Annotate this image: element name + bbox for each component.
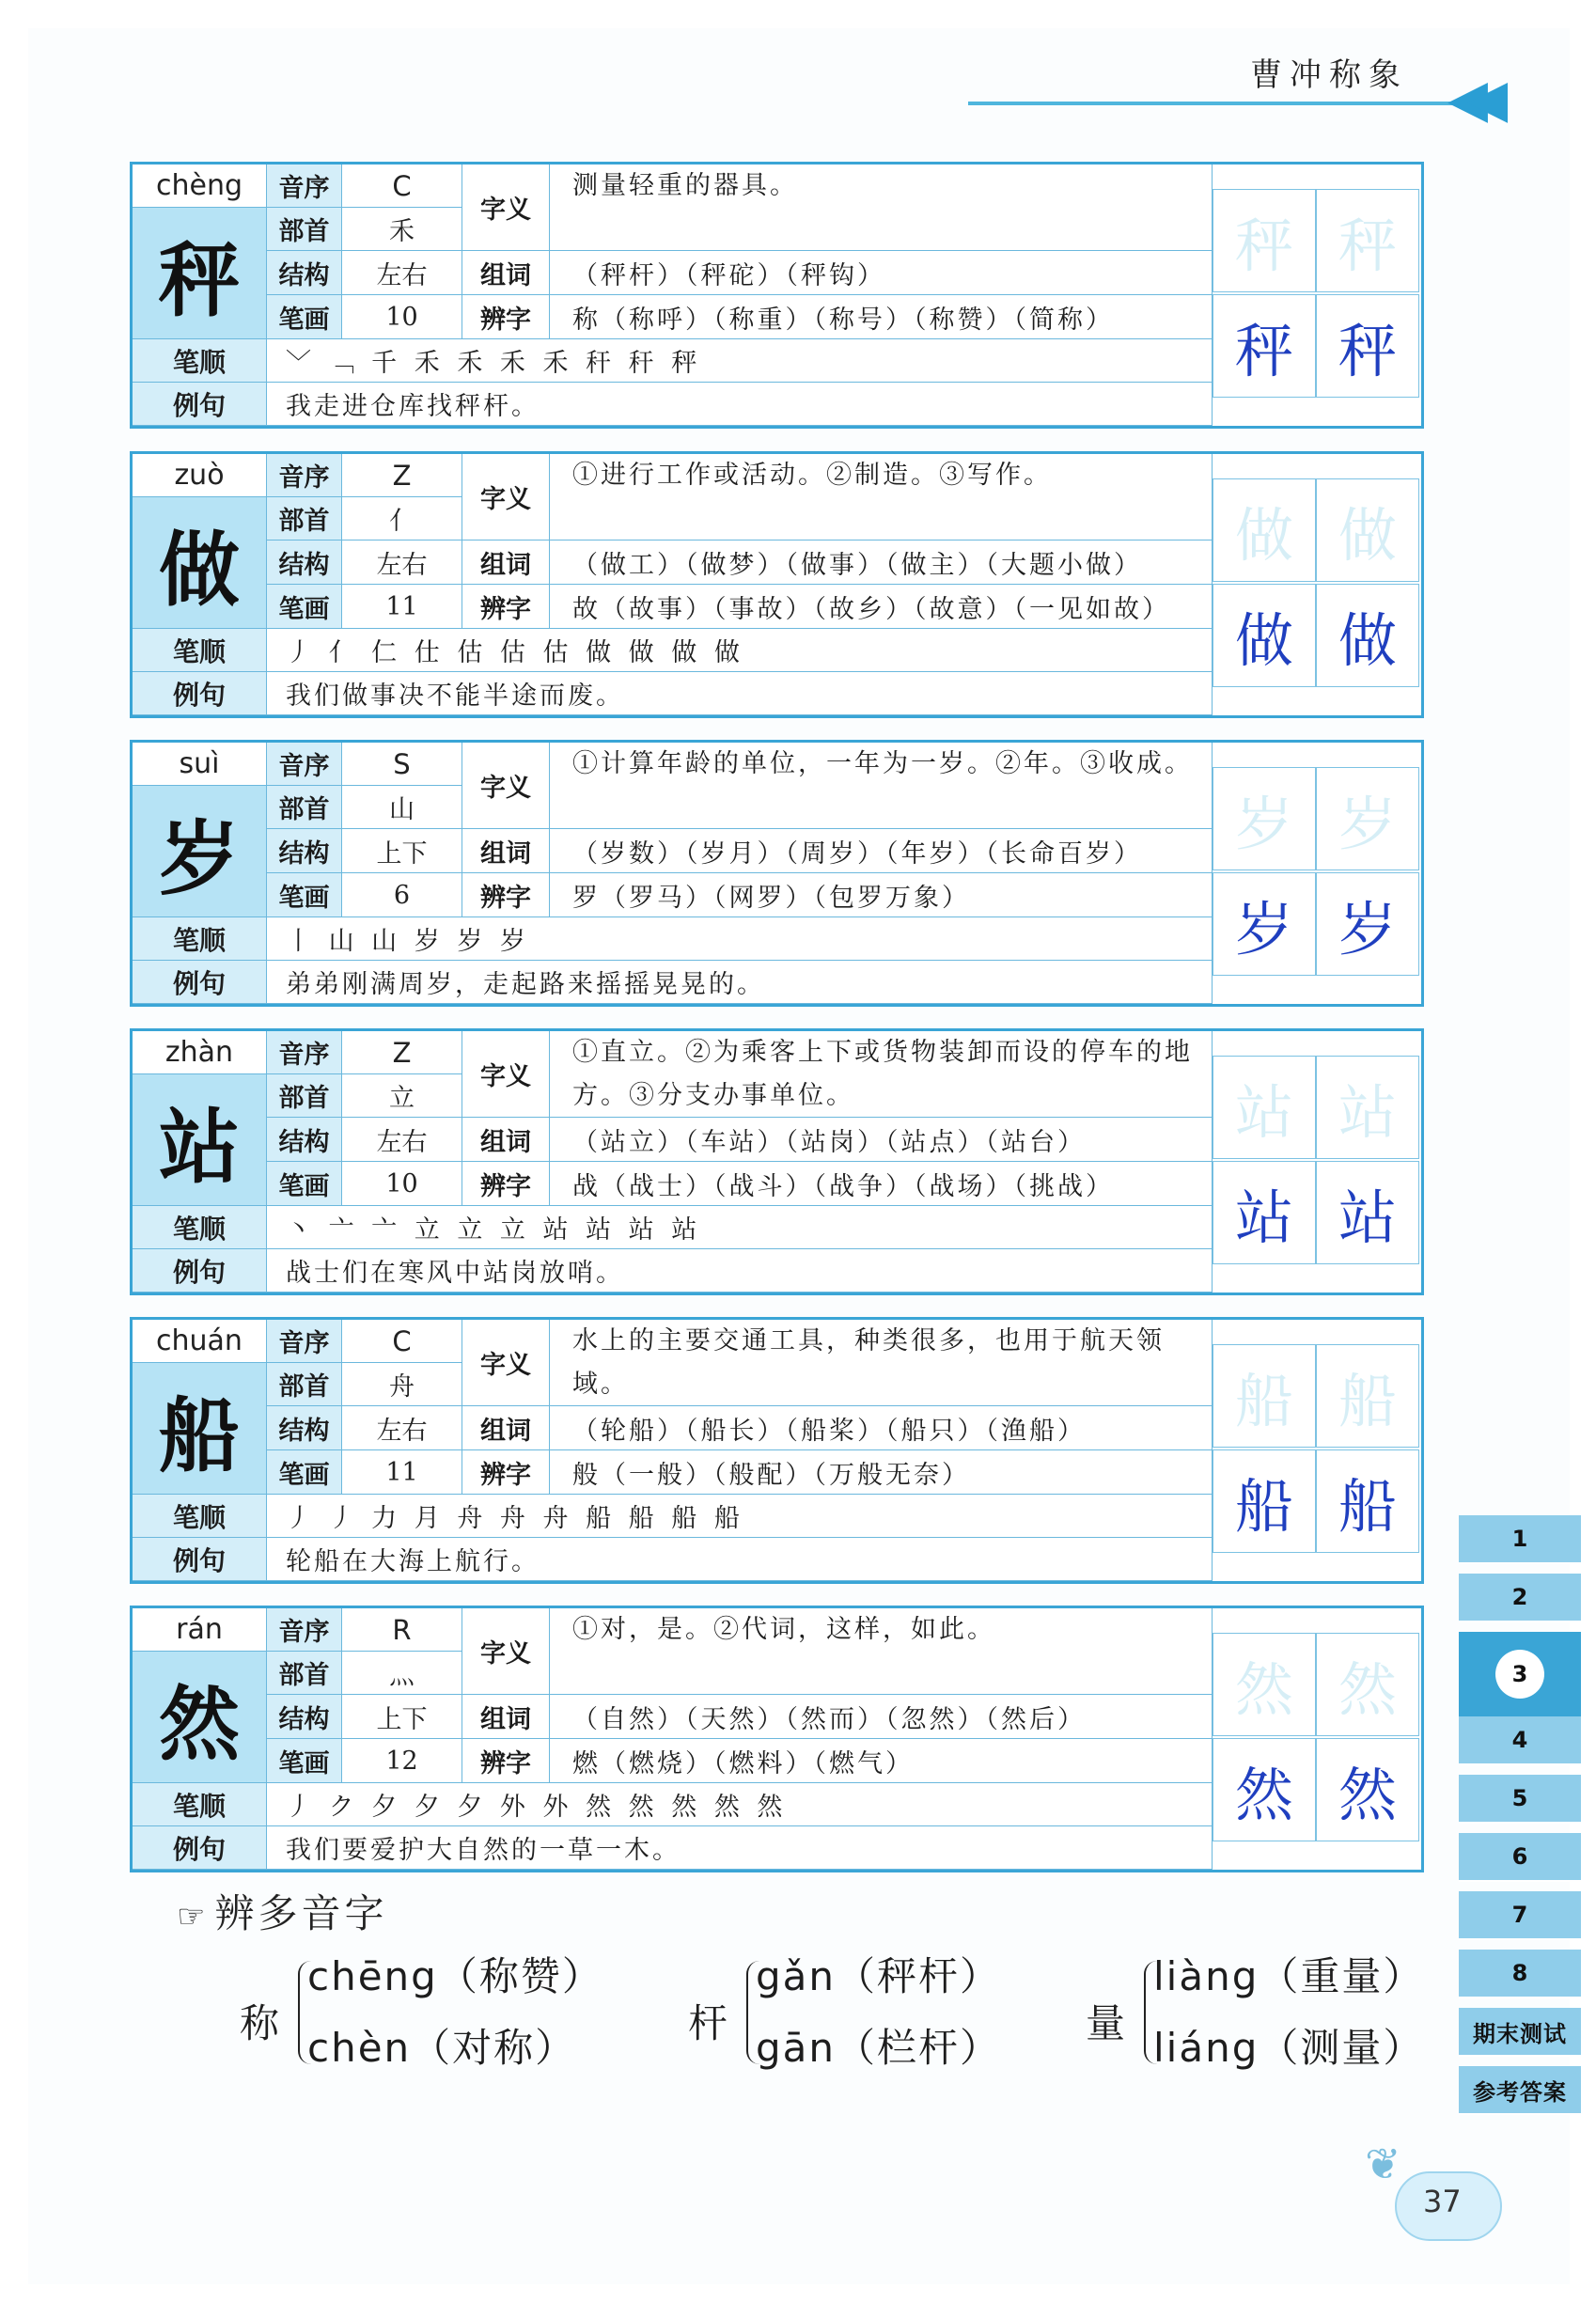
word-list: （秤杆）（秤砣）（秤钩） [550, 251, 1213, 295]
label-yinxu: 音序 [267, 1320, 342, 1363]
label-zuci: 组词 [462, 829, 550, 873]
word-list: （做工）（做梦）（做事）（做主）（大题小做） [550, 540, 1213, 585]
practice-box[interactable]: 然 [1316, 1738, 1419, 1841]
label-bushou: 部首 [267, 1074, 342, 1118]
label-jiegou: 结构 [267, 251, 342, 295]
label-yinxu: 音序 [267, 164, 342, 208]
label-yinxu: 音序 [267, 454, 342, 497]
structure-value: 左右 [342, 540, 462, 585]
trace-box[interactable]: 站 [1316, 1056, 1419, 1159]
stroke-order: 丿 ク 夕 夕 夕 外 外 然 然 然 然 然 [267, 1783, 1213, 1826]
example-sentence: 我走进仓库找秤杆。 [267, 383, 1213, 426]
label-liju: 例句 [133, 961, 267, 1004]
character-card [130, 1606, 1424, 1872]
label-bianzi: 辨字 [462, 873, 550, 917]
character-large: 船 [133, 1363, 267, 1495]
practice-area [1213, 1031, 1421, 1292]
example-sentence: 战士们在寒风中站岗放哨。 [267, 1249, 1213, 1292]
practice-area [1213, 164, 1421, 426]
stroke-count: 10 [342, 1162, 462, 1206]
stroke-count: 11 [342, 585, 462, 629]
meaning-text: ①进行工作或活动。②制造。③写作。 [550, 454, 1213, 540]
label-zuci: 组词 [462, 251, 550, 295]
word-list: （站立）（车站）（站岗）（站点）（站台） [550, 1118, 1213, 1162]
radical-value: 禾 [342, 208, 462, 251]
practice-box[interactable]: 岁 [1316, 872, 1419, 976]
stroke-order: 丿 丿 力 月 舟 舟 舟 船 船 船 船 [267, 1495, 1213, 1538]
practice-box[interactable]: 做 [1213, 584, 1316, 687]
meaning-text: ①对，是。②代词，这样，如此。 [550, 1608, 1213, 1695]
polyphone-char: 量 [1086, 2000, 1126, 2046]
label-liju: 例句 [133, 1538, 267, 1581]
unit-tab[interactable]: 1 [1459, 1515, 1581, 1564]
trace-box[interactable]: 然 [1213, 1633, 1316, 1736]
character-card [130, 740, 1424, 1007]
practice-area [1213, 1320, 1421, 1581]
polyphone-heading [177, 1883, 388, 1939]
radical-value: 立 [342, 1074, 462, 1118]
label-bushou: 部首 [267, 786, 342, 829]
label-bihua: 笔画 [267, 585, 342, 629]
meaning-text: ①直立。②为乘客上下或货物装卸而设的停车的地方。③分支办事单位。 [550, 1031, 1213, 1118]
word-list: （轮船）（船长）（船桨）（船只）（渔船） [550, 1406, 1213, 1450]
header-rule [968, 102, 1457, 105]
label-bihua: 笔画 [267, 1162, 342, 1206]
label-jiegou: 结构 [267, 1695, 342, 1739]
double-arrow-icon: ◀◀ [1447, 69, 1488, 130]
polyphone-group [688, 1953, 1139, 2071]
label-bihua: 笔画 [267, 295, 342, 339]
polyphone-reading: chēng（称赞） [307, 1953, 603, 1999]
card-grid [133, 1031, 1213, 1292]
tab-label: 3 [1495, 1650, 1544, 1699]
label-bihua: 笔画 [267, 873, 342, 917]
label-jiegou: 结构 [267, 829, 342, 873]
unit-tab[interactable]: 2 [1459, 1574, 1581, 1622]
label-ziyi: 字义 [462, 743, 550, 829]
label-bushou: 部首 [267, 208, 342, 251]
trace-box[interactable]: 岁 [1316, 767, 1419, 870]
label-bushou: 部首 [267, 1652, 342, 1695]
label-bianzi: 辨字 [462, 295, 550, 339]
trace-box[interactable]: 船 [1213, 1344, 1316, 1448]
distinguish-text: 战（战士）（战斗）（战争）（战场）（挑战） [550, 1162, 1213, 1206]
unit-tab[interactable]: 7 [1459, 1891, 1581, 1940]
label-liju: 例句 [133, 1249, 267, 1292]
practice-box[interactable]: 秤 [1213, 294, 1316, 398]
label-zuci: 组词 [462, 540, 550, 585]
yinxu-value: Z [342, 454, 462, 497]
radical-value: 舟 [342, 1363, 462, 1406]
example-sentence: 我们做事决不能半途而废。 [267, 672, 1213, 715]
unit-tab[interactable]: 4 [1459, 1716, 1581, 1765]
meaning-text: 水上的主要交通工具，种类很多，也用于航天领域。 [550, 1320, 1213, 1406]
practice-box[interactable]: 船 [1316, 1449, 1419, 1553]
lesson-title: 曹冲称象 [1250, 56, 1408, 94]
label-bishun: 笔顺 [133, 917, 267, 961]
trace-box[interactable]: 秤 [1213, 189, 1316, 292]
label-ziyi: 字义 [462, 1608, 550, 1695]
label-bianzi: 辨字 [462, 1162, 550, 1206]
stroke-order: 丨 山 山 岁 岁 岁 [267, 917, 1213, 961]
unit-tab[interactable]: 8 [1459, 1950, 1581, 1998]
label-liju: 例句 [133, 672, 267, 715]
trace-box[interactable]: 岁 [1213, 767, 1316, 870]
pinyin: chuán [133, 1320, 267, 1363]
stroke-order: 丿 亻 仁 仕 估 估 估 做 做 做 做 [267, 629, 1213, 672]
structure-value: 上下 [342, 1695, 462, 1739]
example-sentence: 弟弟刚满周岁，走起路来摇摇晃晃的。 [267, 961, 1213, 1004]
unit-tab[interactable]: 6 [1459, 1833, 1581, 1882]
pinyin: rán [133, 1608, 267, 1652]
label-bishun: 笔顺 [133, 1495, 267, 1538]
label-ziyi: 字义 [462, 1031, 550, 1118]
polyphone-reading: liàng（重量） [1153, 1953, 1425, 1999]
structure-value: 左右 [342, 251, 462, 295]
trace-box[interactable]: 船 [1316, 1344, 1419, 1448]
stroke-order: ﹀ ﹁ 千 禾 禾 禾 禾 秆 秆 秤 [267, 339, 1213, 383]
yinxu-value: Z [342, 1031, 462, 1074]
yinxu-value: C [342, 1320, 462, 1363]
label-bishun: 笔顺 [133, 1206, 267, 1249]
distinguish-text: 故（故事）（事故）（故乡）（故意）（一见如故） [550, 585, 1213, 629]
character-card [130, 451, 1424, 718]
label-yinxu: 音序 [267, 1031, 342, 1074]
yinxu-value: R [342, 1608, 462, 1652]
trace-box[interactable]: 然 [1316, 1633, 1419, 1736]
distinguish-text: 般（一般）（般配）（万般无奈） [550, 1450, 1213, 1495]
pinyin: suì [133, 743, 267, 786]
distinguish-text: 称（称呼）（称重）（称号）（称赞）（简称） [550, 295, 1213, 339]
stroke-count: 12 [342, 1739, 462, 1783]
label-ziyi: 字义 [462, 164, 550, 251]
character-large: 然 [133, 1652, 267, 1783]
example-sentence: 轮船在大海上航行。 [267, 1538, 1213, 1581]
structure-value: 左右 [342, 1406, 462, 1450]
trace-box[interactable]: 做 [1213, 478, 1316, 582]
stroke-count: 11 [342, 1450, 462, 1495]
card-grid [133, 164, 1213, 426]
trace-box[interactable]: 做 [1316, 478, 1419, 582]
practice-box[interactable]: 做 [1316, 584, 1419, 687]
pinyin: zhàn [133, 1031, 267, 1074]
trace-box[interactable]: 秤 [1316, 189, 1419, 292]
label-ziyi: 字义 [462, 454, 550, 540]
practice-box[interactable]: 站 [1213, 1161, 1316, 1264]
polyphone-char: 杆 [688, 2000, 728, 2046]
character-card [130, 1317, 1424, 1584]
practice-box[interactable]: 秤 [1316, 294, 1419, 398]
label-jiegou: 结构 [267, 540, 342, 585]
radical-value: 灬 [342, 1652, 462, 1695]
distinguish-text: 罗（罗马）（网罗）（包罗万象） [550, 873, 1213, 917]
label-liju: 例句 [133, 383, 267, 426]
stroke-count: 6 [342, 873, 462, 917]
card-grid [133, 1608, 1213, 1870]
label-bianzi: 辨字 [462, 1450, 550, 1495]
label-bianzi: 辨字 [462, 585, 550, 629]
trace-box[interactable]: 站 [1213, 1056, 1316, 1159]
character-large: 岁 [133, 786, 267, 917]
meaning-text: ①计算年龄的单位，一年为一岁。②年。③收成。 [550, 743, 1213, 829]
practice-box[interactable]: 然 [1213, 1738, 1316, 1841]
word-list: （岁数）（岁月）（周岁）（年岁）（长命百岁） [550, 829, 1213, 873]
label-liju: 例句 [133, 1826, 267, 1870]
pointing-hand-icon: ☞ [177, 1898, 210, 1935]
stroke-count: 10 [342, 295, 462, 339]
distinguish-text: 燃（燃烧）（燃料）（燃气） [550, 1739, 1213, 1783]
practice-box[interactable]: 船 [1213, 1449, 1316, 1553]
label-zuci: 组词 [462, 1118, 550, 1162]
card-grid [133, 454, 1213, 715]
butterfly-icon: ❦ [1365, 2138, 1401, 2189]
yinxu-value: C [342, 164, 462, 208]
structure-value: 左右 [342, 1118, 462, 1162]
label-bihua: 笔画 [267, 1450, 342, 1495]
polyphone-heading-text: 辨多音字 [214, 1890, 388, 1936]
example-sentence: 我们要爱护大自然的一草一木。 [267, 1826, 1213, 1870]
label-bianzi: 辨字 [462, 1739, 550, 1783]
unit-tab[interactable]: 参考答案 [1459, 2066, 1581, 2115]
polyphone-reading: gǎn（秤杆） [756, 1953, 1002, 1999]
polyphone-reading: chèn（对称） [307, 2025, 577, 2071]
label-zuci: 组词 [462, 1695, 550, 1739]
pinyin: zuò [133, 454, 267, 497]
structure-value: 上下 [342, 829, 462, 873]
polyphone-reading: liáng（测量） [1153, 2025, 1425, 2071]
yinxu-value: S [342, 743, 462, 786]
practice-box[interactable]: 站 [1316, 1161, 1419, 1264]
pinyin: chèng [133, 164, 267, 208]
stroke-order: 丶 亠 亠 立 立 立 站 站 站 站 [267, 1206, 1213, 1249]
character-large: 站 [133, 1074, 267, 1206]
card-grid [133, 743, 1213, 1004]
label-zuci: 组词 [462, 1406, 550, 1450]
label-bishun: 笔顺 [133, 1783, 267, 1826]
label-yinxu: 音序 [267, 743, 342, 786]
label-jiegou: 结构 [267, 1118, 342, 1162]
unit-tab[interactable]: 5 [1459, 1775, 1581, 1824]
practice-area [1213, 743, 1421, 1004]
practice-area [1213, 1608, 1421, 1870]
practice-box[interactable]: 岁 [1213, 872, 1316, 976]
unit-tab[interactable] [1459, 1632, 1581, 1718]
label-bishun: 笔顺 [133, 339, 267, 383]
label-ziyi: 字义 [462, 1320, 550, 1406]
label-bushou: 部首 [267, 497, 342, 540]
practice-area [1213, 454, 1421, 715]
polyphone-group [240, 1953, 691, 2071]
label-bushou: 部首 [267, 1363, 342, 1406]
radical-value: 山 [342, 786, 462, 829]
page-number: 37 [1423, 2184, 1462, 2219]
polyphone-char: 称 [240, 2000, 280, 2046]
character-card [130, 162, 1424, 429]
unit-tab[interactable]: 期末测试 [1459, 2008, 1581, 2057]
character-large: 秤 [133, 208, 267, 339]
polyphone-reading: gān（栏杆） [756, 2025, 1002, 2071]
label-bishun: 笔顺 [133, 629, 267, 672]
character-card [130, 1028, 1424, 1295]
word-list: （自然）（天然）（然而）（忽然）（然后） [550, 1695, 1213, 1739]
label-jiegou: 结构 [267, 1406, 342, 1450]
radical-value: 亻 [342, 497, 462, 540]
character-large: 做 [133, 497, 267, 629]
meaning-text: 测量轻重的器具。 [550, 164, 1213, 251]
label-bihua: 笔画 [267, 1739, 342, 1783]
card-grid [133, 1320, 1213, 1581]
label-yinxu: 音序 [267, 1608, 342, 1652]
